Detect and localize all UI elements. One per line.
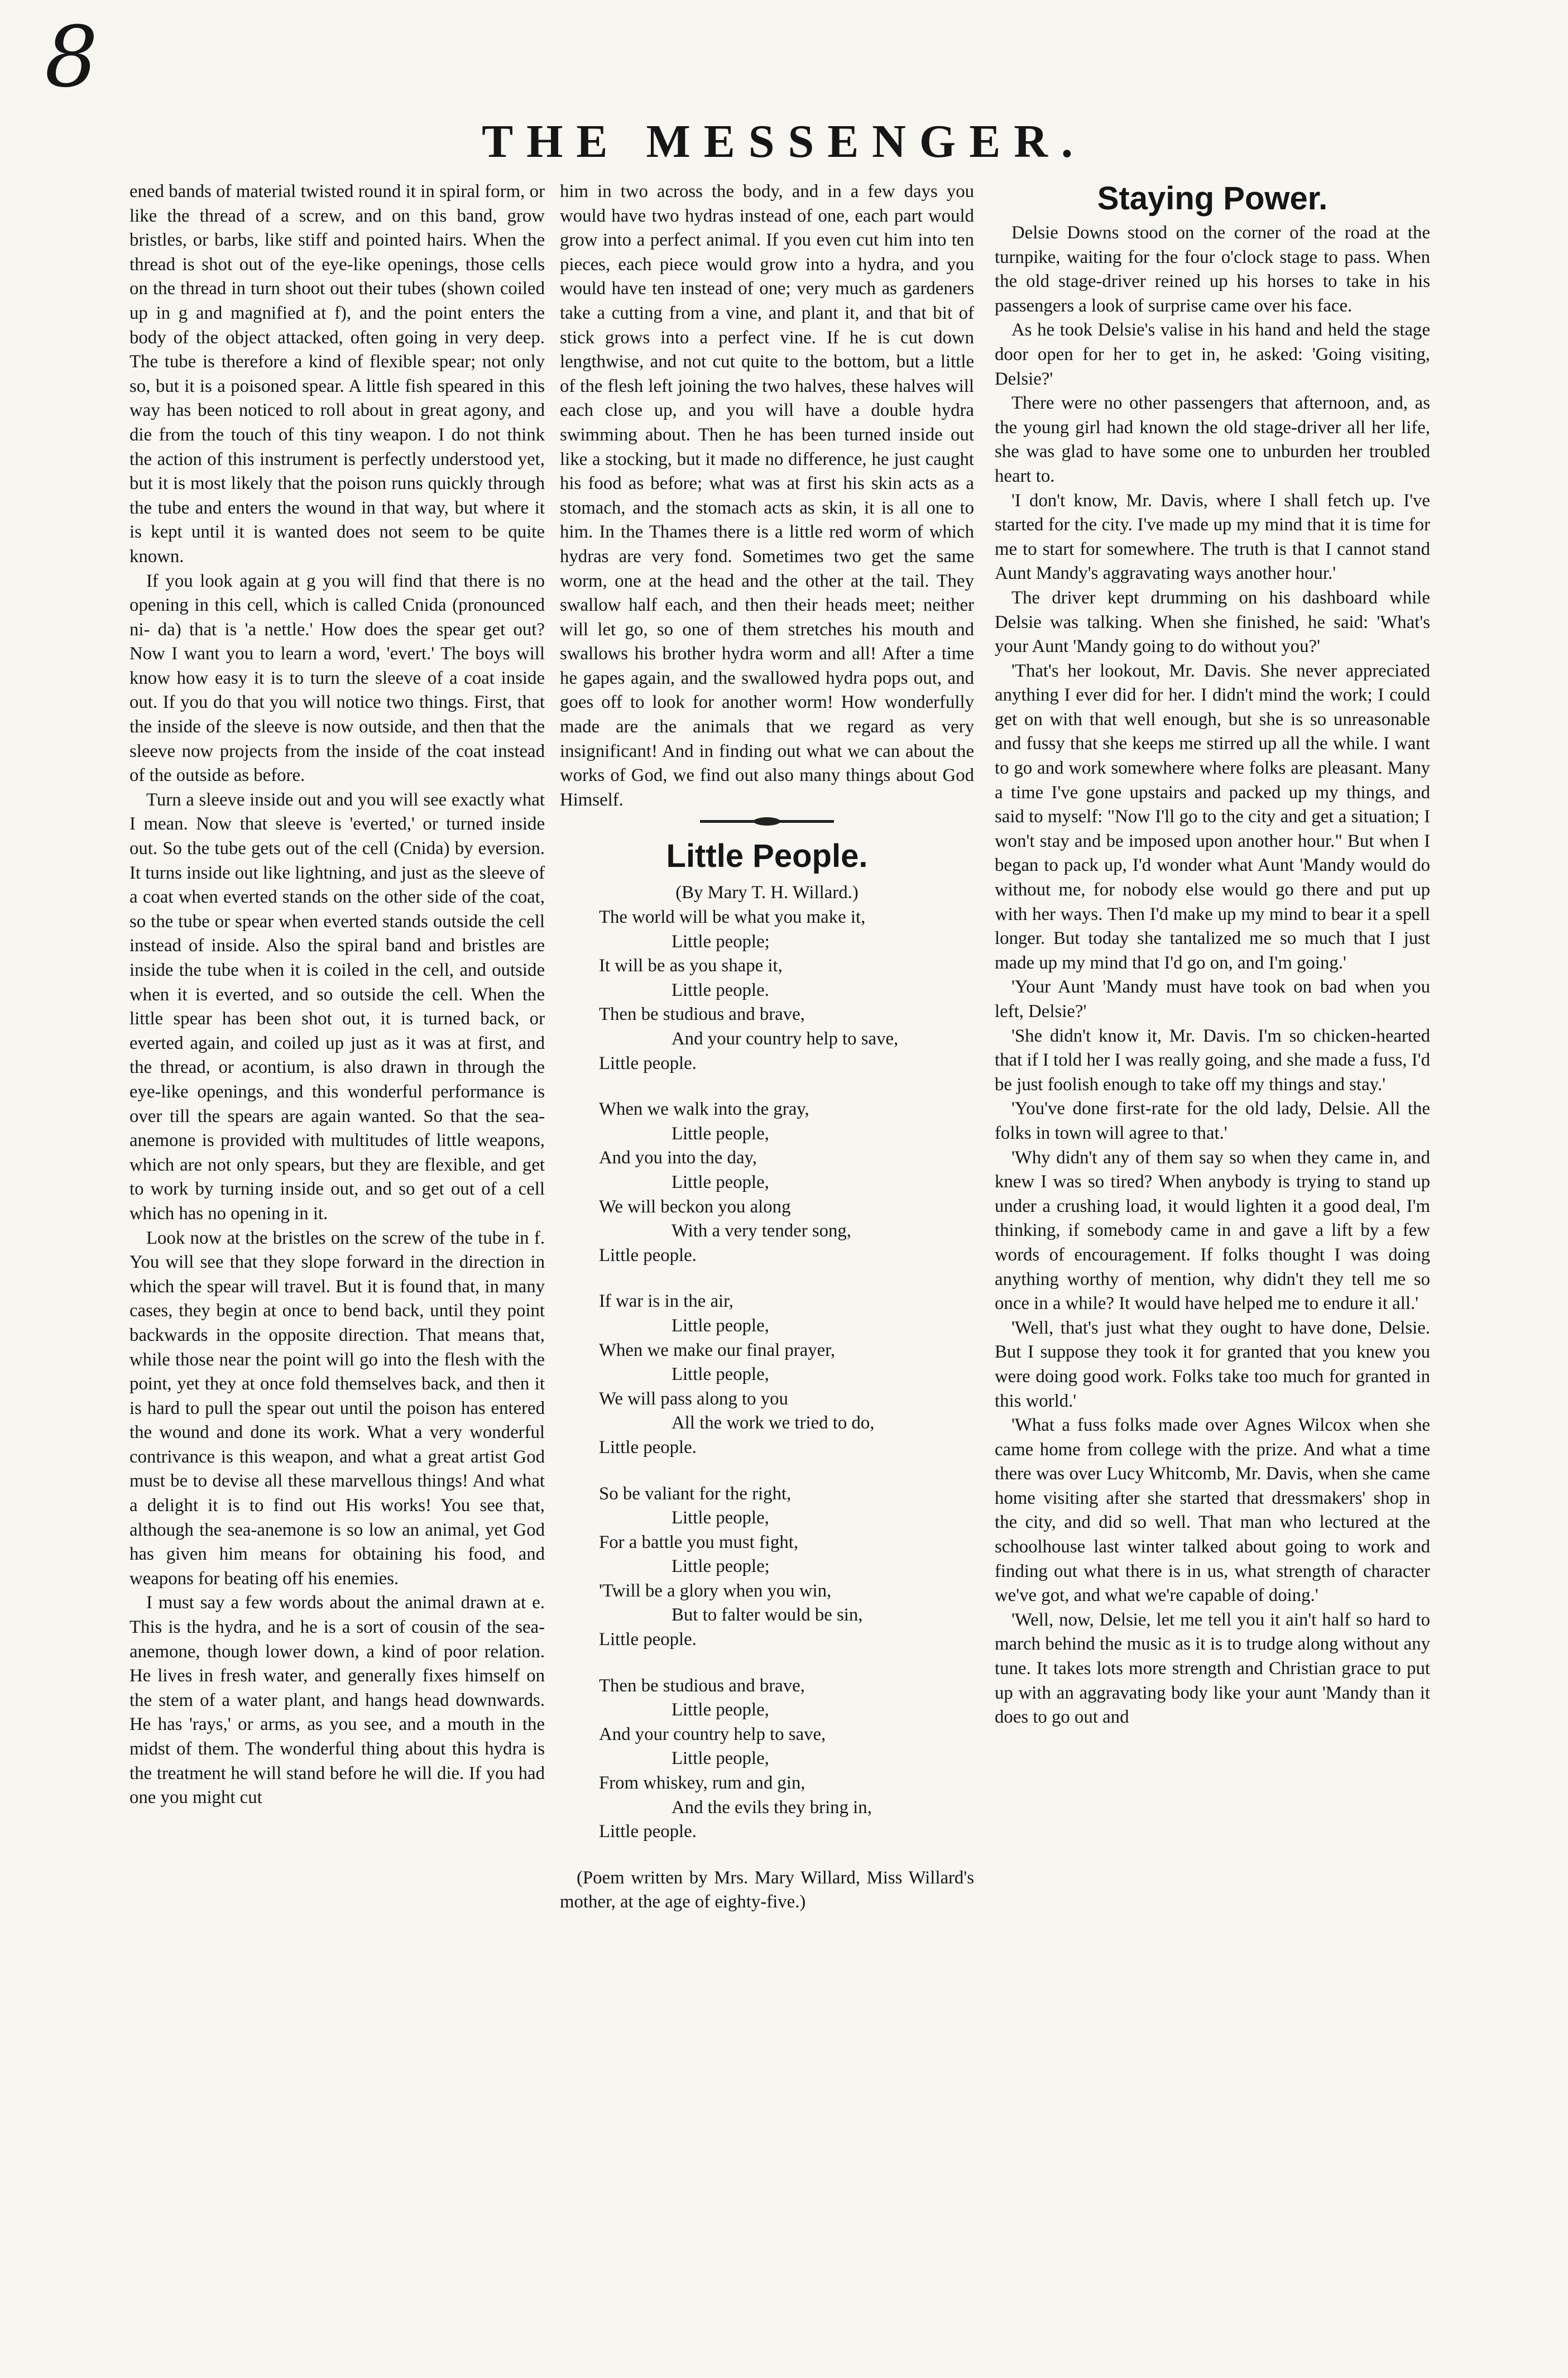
paragraph: Look now at the bristles on the screw of the tube in f. You will see that they slope forward in the direction in which the spear will travel. But it is found that, in many cases, they begin at once to bend back, until they point backwards in the opposite direction. That means that, while those near the point will go into the flesh with the point, yet they at once fold themselves back, and then it is hard to pull the spear out until the poison has entered the wound and done its work. What a very wonderful contrivance is this weapon, and what a great artist God must be to devise all these marvellous things! And what a delight it is to find out His works! You see that, although the sea-anemone is so low an animal, yet God has given him means for obtaining his food, and weapons for beating off his enemies.: [130, 1228, 545, 1589]
poem-line: When we make our final prayer,: [599, 1340, 836, 1360]
poem-line: We will pass along to you: [599, 1388, 788, 1409]
poem-line: We will beckon you along: [599, 1196, 791, 1217]
poem-line: And your country help to save,: [599, 1724, 826, 1744]
column-3: [995, 180, 1430, 1730]
poem-line: Little people;: [672, 1556, 770, 1577]
paragraph: 'That's her lookout, Mr. Davis. She never appreciated anything I ever did for her. I didn't mind the work; I could get on with that well enough, but she is so unreasonable and fussy that she keeps me stirred up all the while. I want to go and work somewhere where folks are pleasant. Many a time I've gone upstairs and packed up my things, and said to myself: "Now I'll go to the city and get a situation; I won't stay and be imposed upon another hour." But when I began to pack up, I'd wonder what Aunt 'Mandy would do without me, for nobody else would go there and put up with her ways. Then I'd make up my mind to bear it a spell longer. But today she tantalized me so much that I just made up my mind that I'd go on, and I'm going.': [995, 660, 1430, 973]
poem-stanza: [599, 1674, 974, 1844]
poem-body: [560, 905, 974, 1844]
poem-note: (Poem written by Mrs. Mary Willard, Miss Willard's mother, at the age of eighty-five.): [560, 1867, 974, 1912]
poem-line: Little people,: [672, 1315, 769, 1336]
poem-line: 'Twill be a glory when you win,: [599, 1580, 832, 1601]
poem-title: Little People.: [666, 838, 868, 875]
article-body: [995, 221, 1430, 1730]
paragraph: 'Well, now, Delsie, let me tell you it ain't half so hard to march behind the music as it is to trudge along without any tune. It takes lots more strength and Christian grace to put up with an aggravating body like your aunt 'Mandy than it does to go out and: [995, 1609, 1430, 1728]
poem-line: Little people.: [599, 1629, 697, 1650]
page-number: 8: [45, 9, 98, 106]
poem-stanza: [599, 1097, 974, 1268]
paragraph: 'What a fuss folks made over Agnes Wilcox when she came home from college with the prize. And what a time there was over Lucy Whitcomb, Mr. Davis, when she came home visiting after she started that dressmakers' shop in the city, and did so well. That man who lectured at the schoolhouse last winter talked about going to work and finding out what there is in us, what strength of character we've got, and what we're capable of doing.': [995, 1415, 1430, 1606]
poem-byline: (By Mary T. H. Willard.): [675, 883, 859, 903]
poem-line: So be valiant for the right,: [599, 1483, 792, 1504]
poem-line: Then be studious and brave,: [599, 1004, 805, 1025]
poem-stanza: [599, 905, 974, 1076]
poem-line: Little people.: [599, 1821, 697, 1842]
masthead: THE MESSENGER.: [482, 116, 1086, 167]
article-title: Staying Power.: [1097, 180, 1328, 217]
poem-line: Little people.: [599, 1437, 697, 1458]
poem-line: With a very tender song,: [672, 1221, 851, 1241]
poem-line: Little people.: [599, 1245, 697, 1265]
paragraph: As he took Delsie's valise in his hand and held the stage door open for her to get in, he asked: 'Going visiting, Delsie?': [995, 320, 1430, 389]
paragraph: Turn a sleeve inside out and you will see exactly what I mean. Now that sleeve is 'everted,' or turned inside out. So the tube gets out of the cell (Cnida) by eversion. It turns inside out like lightning, and just as the sleeve of a coat when everted stands on the other side of the coat, so the tube or spear when everted stands outside the cell instead of inside. Also the spiral band and bristles are inside the tube when it is coiled in the cell, and outside when it is everted, and so outside the cell. When the little spear has been shot out, it is turned back, or everted again, and coiled up just as it was at first, and the thread, or acontium, is also drawn in through the eye-like openings, and this wonderful performance is over till the spears are again wanted. So that the sea-anemone is provided with multitudes of little weapons, which are not only spears, but they are flexible, and get to work by turning inside out, and so get out of a cell which has no opening in it.: [130, 789, 545, 1224]
section-divider: [700, 820, 834, 823]
poem-line: Little people,: [672, 1364, 769, 1385]
paragraph: ened bands of material twisted round it in spiral form, or like the thread of a screw, and on this band, grow bristles, or barbs, like stiff and pointed hairs. When the thread is shot out of the eye-like openings, those cells on the thread in turn shoot out their tubes (shown coiled up in g and magnified at f), and the point enters the body of the object attacked, often going in very deep. The tube is therefore a kind of flexible spear; not only so, but it is a poisoned spear. A little fish speared in this way has been noticed to roll about in great agony, and die from the touch of this tiny weapon. I do not think the action of this instrument is perfectly understood yet, but it is most likely that the poison runs quickly through the tube and enters the wound in that way, but where it is kept until it is wanted does not seem to be quite known.: [130, 181, 545, 567]
paragraph: Delsie Downs stood on the corner of the road at the turnpike, waiting for the four o'clock stage to pass. When the old stage-driver reined up his horses to take in his passengers a look of surprise came over his face.: [995, 223, 1430, 316]
poem-line: From whiskey, rum and gin,: [599, 1773, 805, 1794]
column-2: [560, 180, 974, 1915]
poem-line: And you into the day,: [599, 1148, 757, 1168]
poem-line: Then be studious and brave,: [599, 1675, 805, 1696]
paragraph: 'Your Aunt 'Mandy must have took on bad when you left, Delsie?': [995, 977, 1430, 1022]
poem-line: Little people,: [672, 1172, 769, 1192]
paragraph: 'She didn't know it, Mr. Davis. I'm so chicken-hearted that if I told her I was really going, and she made a fuss, I'd be just foolish enough to take off my things and stay.': [995, 1025, 1430, 1095]
paragraph: 'I don't know, Mr. Davis, where I shall fetch up. I've started for the city. I've made up my mind that it is time for me to start for somewhere. The truth is that I cannot stand Aunt Mandy's aggravating ways another hour.': [995, 490, 1430, 584]
paragraph: I must say a few words about the animal drawn at e. This is the hydra, and he is a sort of cousin of the sea-anemone, though lower down, a kind of poor relation. He lives in fresh water, and generally fixes himself on the stem of a water plant, and hangs head downwards. He has 'rays,' or arms, as you see, and a mouth in the midst of them. The wonderful thing about this hydra is the treatment he will stand before he will die. If you had one you might cut: [130, 1593, 545, 1808]
poem-line: Little people,: [672, 1700, 769, 1720]
poem-line: Little people;: [672, 931, 770, 952]
poem-line: For a battle you must fight,: [599, 1532, 799, 1552]
poem-stanza: [599, 1289, 974, 1460]
poem-line: Little people.: [672, 980, 769, 1000]
poem-line: Little people,: [672, 1508, 769, 1528]
paragraph: The driver kept drumming on his dashboard while Delsie was talking. When she finished, he said: 'What's your Aunt 'Mandy going to do without you?': [995, 587, 1430, 657]
poem-line: And the evils they bring in,: [672, 1797, 872, 1818]
poem-line: When we walk into the gray,: [599, 1099, 809, 1120]
paragraph: 'Why didn't any of them say so when they came in, and knew I was so tired? When anybody is trying to stand up under a crushing load, it would lighten it a good deal, I'm thinking, if somebody came in and gave a lift by a few words of encouragement. If folks thought I was doing anything worthy of mention, why didn't they tell me so once in a while? It would have helped me to endure it all.': [995, 1147, 1430, 1314]
paragraph: There were no other passengers that afternoon, and, as the young girl had known the old stage-driver all her life, she was glad to have some one to unburden her troubled heart to.: [995, 393, 1430, 486]
poem-line: Little people,: [672, 1123, 769, 1144]
column-1: [130, 180, 545, 1810]
poem-stanza: [599, 1482, 974, 1652]
paragraph: 'Well, that's just what they ought to have done, Delsie. But I suppose they took it for granted that you knew you were doing good work. Folks take too much for granted in this world.': [995, 1317, 1430, 1411]
poem-line: The world will be what you make it,: [599, 907, 866, 928]
poem-line: If war is in the air,: [599, 1291, 733, 1312]
paragraph: 'You've done first-rate for the old lady, Delsie. All the folks in town will agree to that.': [995, 1099, 1430, 1143]
poem-line: And your country help to save,: [672, 1029, 899, 1049]
paragraph: him in two across the body, and in a few days you would have two hydras instead of one, each part would grow into a perfect animal. If you even cut him into ten pieces, each piece would grow into a hydra, and you would have ten instead of one; very much as gardeners take a cutting from a vine, and plant it, and that bit of stick grows into a perfect vine. If he is cut down lengthwise, and not cut quite to the bottom, but a little of the flesh left joining the two halves, these halves will each close up, and you will have a double hydra swimming about. Then he has been turned inside out like a stocking, but it made no difference, he just caught his food as before; what was at first his skin acts as a stomach, and the stomach acts as skin, it is all one to him. In the Thames there is a little red worm of which hydras are very fond. Sometimes two get the same worm, one at the head and the other at the tail. They swallow half each, and then their heads meet; neither will let go, so one of them stretches his mouth and swallows his brother hydra worm and all! After a time he gapes again, and the swallowed hydra pops out, and goes off to look for another worm! How wonderfully made are the animals that we regard as very insignificant! And in finding out what we can about the works of God, we find out also many things about God Himself.: [560, 181, 974, 810]
paragraph: If you look again at g you will find that there is no opening in this cell, which is called Cnida (pronounced ni- da) that is 'a nettle.' How does the spear get out? Now I want you to learn a word, 'evert.' The boys will know how easy it is to turn the sleeve of a coat inside out. If you do that you will notice two things. First, that the inside of the sleeve is now outside, and then that the sleeve now projects from the inside of the coat instead of the outside as before.: [130, 570, 545, 786]
poem-line: Little people.: [599, 1053, 697, 1073]
poem-line: Little people,: [672, 1748, 769, 1769]
poem-line: But to falter would be sin,: [672, 1605, 863, 1626]
poem-line: All the work we tried to do,: [672, 1413, 875, 1433]
poem-line: It will be as you shape it,: [599, 956, 783, 976]
